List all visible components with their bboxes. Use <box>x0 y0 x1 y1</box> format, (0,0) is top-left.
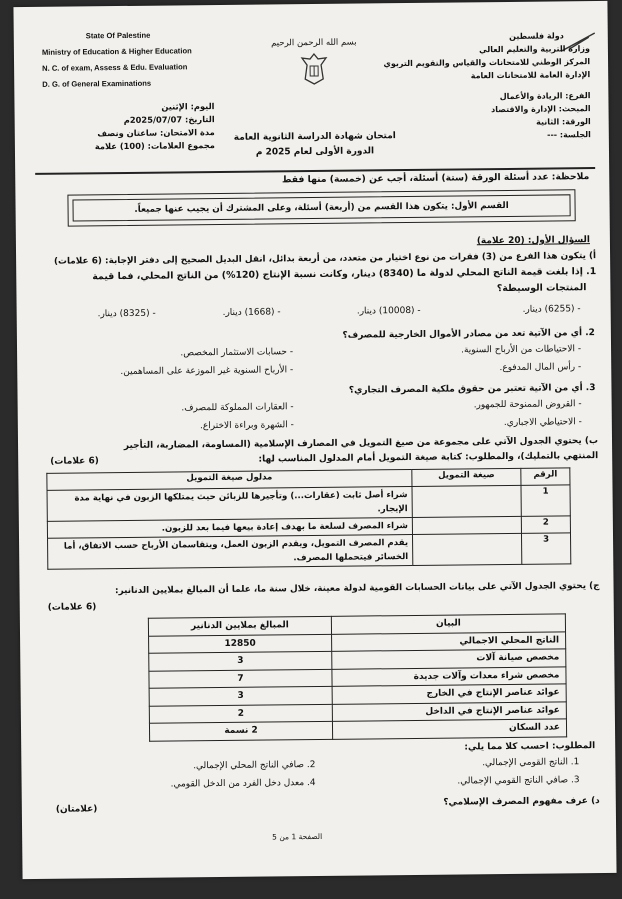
row-number: 2 <box>521 516 570 534</box>
q1-part-b: ب) يحتوي الجدول الآتي على مجموعة من صيغ التمويل في المصارف الإسلامية (المساومة، المضاربة، التأجير <box>123 436 599 452</box>
q1-part-c: ج) يحتوي الجدول الآتي على بيانات الحسابات القومية لدولة معينة، خلال سنة ما، علما أن المبالغ بملايين الدنانير: <box>114 581 600 597</box>
basmala: بسم الله الرحمن الرحيم <box>271 37 357 49</box>
row-number: 1 <box>521 485 570 517</box>
mc3-option: - الاحتياطي الاجباري. <box>503 417 582 429</box>
mc1-option: - (1668) دينار. <box>222 307 281 318</box>
meaning-cell: شراء أصل ثابت (عقارات...) وتأجيرها للزبائن حيث يمتلكها الزبون في نهاية مدة الإيجار. <box>47 486 412 521</box>
section-box <box>67 189 575 226</box>
table-row <box>149 719 566 741</box>
value-cell: 2 <box>149 704 332 723</box>
header-ar-line: دولة فلسطين <box>509 31 564 41</box>
column-header: مدلول صيغة التمويل <box>47 469 412 490</box>
required-item: 4. معدل دخل الفرد من الدخل القومي. <box>170 778 316 790</box>
header-ar-line: وزارة التربية والتعليم العالي <box>479 44 590 55</box>
exam-title-block <box>205 129 425 161</box>
header-ar-line: المبحث: الإدارة والاقتصاد <box>491 104 591 115</box>
exam-title: امتحان شهادة الدراسة الثانوية العامة <box>233 131 396 143</box>
item-cell: عوائد عناصر الإنتاج في الخارج <box>332 684 566 704</box>
mc2-option: - رأس المال المدفوع. <box>499 362 582 374</box>
column-header: البيان <box>331 614 565 634</box>
required-label: المطلوب: احسب كلا مما يلي: <box>464 741 596 753</box>
item-cell: مخصص شراء معدات وآلات جديدة <box>332 666 566 686</box>
value-cell: 3 <box>149 651 332 670</box>
q1-part-d: د) عرف مفهوم المصرف الإسلامي؟ <box>443 796 600 808</box>
info-line: مجموع العلامات: (100) علامة <box>94 140 215 152</box>
exam-info <box>44 100 215 154</box>
mc2-option: - حسابات الاستثمار المخصص. <box>180 347 294 359</box>
value-cell: 2 نسمة <box>149 721 332 740</box>
mc3-question: 3. أي من الآتية تعتبر من حقوق ملكية المصرف التجاري؟ <box>348 383 596 396</box>
financing-forms-table <box>46 467 571 569</box>
q1-part-b-cont: المنتهي بالتمليك)، والمطلوب: كتابة صيغة التمويل أمام المدلول المناسب لها: <box>258 451 599 465</box>
meaning-cell: شراء المصرف لسلعة ما بهدف إعادة بيعها فيما بعد للزبون. <box>47 517 412 538</box>
section-box-text: القسم الأول: يتكون هذا القسم من (أربعة) أسئلة، وعلى المشترك أن يجيب عنها جميعاً. <box>72 194 570 221</box>
value-cell: 7 <box>149 669 332 688</box>
mc1-question-cont: المنتجات الوسيطة؟ <box>496 282 587 295</box>
column-header: المبالغ بملايين الدنانير <box>148 616 331 635</box>
required-item: 2. صافي الناتج المحلي الإجمالي. <box>193 760 316 772</box>
value-cell: 12850 <box>149 634 332 653</box>
item-cell: الناتج المحلي الاجمالي <box>332 631 566 651</box>
mc1-question: 1. إذا بلغت قيمة الناتج المحلي لدولة ما (8340) دينار، وكانت نسبة الإنتاج (120%) من الناتج المحلي، فما قيمة <box>92 266 597 283</box>
mc1-option: - (6255) دينار. <box>522 304 581 315</box>
header-ar-line: الفرع: الريادة والأعمال <box>499 91 591 102</box>
column-header: الرقم <box>521 468 570 486</box>
mc3-option: - العقارات المملوكة للمصرف. <box>181 402 294 414</box>
header-ar-line: الورقة: الثانية <box>536 117 591 127</box>
info-line: التاريخ: 2025/07/07م <box>123 114 215 125</box>
answer-cell <box>412 516 521 534</box>
row-number: 3 <box>521 533 570 565</box>
meaning-cell: يقدم المصرف التمويل، ويقدم الزبون العمل، ويتقاسمان الأرباح حسب الاتفاق، أما الخسائر فيتحملها المصرف. <box>48 534 413 569</box>
mc2-option: - الاحتياطات من الأرباح السنوية. <box>461 344 582 356</box>
exam-note: ملاحظة: عدد أسئلة الورقة (ستة) أسئلة، أجب عن (خمسة) منها فقط <box>281 171 590 186</box>
item-cell: عدد السكان <box>332 719 566 739</box>
header-ar-line: الجلسة: --- <box>547 130 591 140</box>
info-line: اليوم: الإثنين <box>161 101 215 112</box>
q1-part-b-marks: (6 علامات) <box>50 456 99 467</box>
header-english <box>42 27 243 93</box>
column-header: صيغة التمويل <box>412 468 521 486</box>
mc2-option: - الأرباح السنوية غير الموزعة على المساهمين. <box>120 365 294 378</box>
header-en-line: D. G. of General Examinations <box>42 78 152 89</box>
mc1-option: - (8325) دينار. <box>97 308 156 320</box>
answer-cell <box>412 485 521 517</box>
q1-part-a: أ) يتكون هذا الفرع من (3) فقرات من نوع اختيار من متعدد، من أربعة بدائل، انقل البديل الصحيح إلى دفتر الإجابة: (6 علامات) <box>53 251 597 267</box>
mc3-option: - الشهرة وبراءة الاختراع. <box>199 420 294 432</box>
header-en-line: N. C. of exam, Assess & Edu. Evaluation <box>42 62 188 73</box>
item-cell: مخصص صيانة آلات <box>332 649 566 669</box>
page-footer: الصفحة 1 من 5 <box>272 831 323 842</box>
header-center <box>244 37 385 91</box>
q1-part-d-marks: (علامتان) <box>55 804 98 815</box>
exam-paper <box>13 1 616 879</box>
info-line: مدة الامتحان: ساعتان ونصف <box>97 127 215 139</box>
national-accounts-table <box>148 613 567 741</box>
required-item: 3. صافي الناتج القومي الإجمالي. <box>457 775 580 787</box>
mc3-option: - القروض الممنوحة للجمهور. <box>473 399 582 411</box>
answer-cell <box>412 533 521 565</box>
exam-session: الدورة الأولى لعام 2025 م <box>255 146 375 158</box>
mc1-option: - (10008) دينار. <box>356 305 421 317</box>
question-1-title: السؤال الأول: (20 علامة) <box>476 235 590 247</box>
header-ar-line: الإدارة العامة للامتحانات العامة <box>470 70 591 81</box>
mc2-question: 2. أي من الآتية تعد من مصادر الأموال الخارجية للمصرف؟ <box>342 328 595 341</box>
required-item: 1. الناتج القومي الإجمالي. <box>482 757 580 769</box>
q1-part-c-marks: (6 علامات) <box>47 602 97 613</box>
header-ar-line: المركز الوطني للامتحانات والقياس والتقويم التربوي <box>383 57 591 69</box>
table-row <box>48 533 571 569</box>
value-cell: 3 <box>149 686 332 705</box>
item-cell: عوائد عناصر الإنتاج في الداخل <box>332 701 566 721</box>
header-arabic <box>383 29 591 143</box>
header-en-line: State Of Palestine <box>85 30 151 41</box>
header-en-line: Ministry of Education & Higher Education <box>41 46 192 57</box>
eagle-emblem-icon <box>299 51 329 87</box>
